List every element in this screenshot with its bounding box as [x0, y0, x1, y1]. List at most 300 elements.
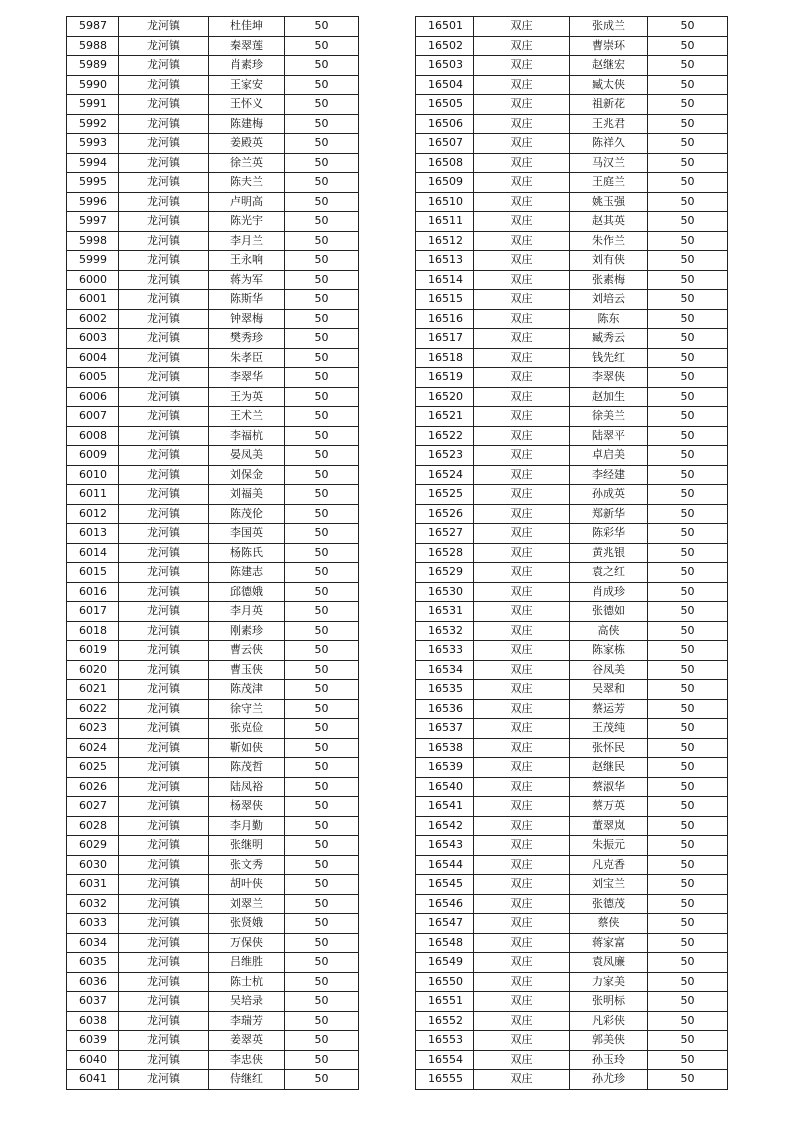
table-row	[67, 1070, 359, 1090]
amount-cell: 50	[285, 563, 359, 583]
amount-cell: 50	[285, 836, 359, 856]
name-cell: 曹崇环	[570, 36, 648, 56]
name-cell: 蔡万英	[570, 797, 648, 817]
name-cell: 陈光宇	[209, 212, 285, 232]
town-cell: 龙河镇	[119, 621, 209, 641]
serial-number-cell: 6033	[67, 914, 119, 934]
town-cell: 龙河镇	[119, 953, 209, 973]
serial-number-cell: 6010	[67, 465, 119, 485]
table-row	[67, 485, 359, 505]
town-cell: 双庄	[474, 660, 570, 680]
table-row	[416, 1031, 728, 1051]
name-cell: 赵加生	[570, 387, 648, 407]
amount-cell: 50	[285, 192, 359, 212]
serial-number-cell: 16512	[416, 231, 474, 251]
name-cell: 陈东	[570, 309, 648, 329]
town-cell: 双庄	[474, 465, 570, 485]
serial-number-cell: 5998	[67, 231, 119, 251]
table-row	[416, 836, 728, 856]
name-cell: 孙成英	[570, 485, 648, 505]
serial-number-cell: 6029	[67, 836, 119, 856]
amount-cell: 50	[285, 251, 359, 271]
table-row	[416, 1050, 728, 1070]
table-row	[67, 56, 359, 76]
amount-cell: 50	[285, 504, 359, 524]
amount-cell: 50	[285, 543, 359, 563]
table-row	[416, 329, 728, 349]
amount-cell: 50	[285, 524, 359, 544]
name-cell: 赵继民	[570, 758, 648, 778]
serial-number-cell: 16527	[416, 524, 474, 544]
table-row	[416, 348, 728, 368]
amount-cell: 50	[285, 855, 359, 875]
amount-cell: 50	[648, 524, 728, 544]
town-cell: 双庄	[474, 270, 570, 290]
table-row	[67, 738, 359, 758]
town-cell: 双庄	[474, 582, 570, 602]
table-row	[67, 1050, 359, 1070]
name-cell: 刘翠兰	[209, 894, 285, 914]
table-row	[416, 680, 728, 700]
table-row	[67, 290, 359, 310]
serial-number-cell: 16504	[416, 75, 474, 95]
town-cell: 龙河镇	[119, 602, 209, 622]
name-cell: 吕维胜	[209, 953, 285, 973]
town-cell: 双庄	[474, 524, 570, 544]
town-cell: 双庄	[474, 816, 570, 836]
amount-cell: 50	[285, 114, 359, 134]
table-row	[67, 582, 359, 602]
amount-cell: 50	[648, 153, 728, 173]
name-cell: 刘有侠	[570, 251, 648, 271]
name-cell: 蒋家富	[570, 933, 648, 953]
serial-number-cell: 5992	[67, 114, 119, 134]
amount-cell: 50	[648, 816, 728, 836]
town-cell: 双庄	[474, 95, 570, 115]
table-row	[67, 446, 359, 466]
town-cell: 龙河镇	[119, 699, 209, 719]
town-cell: 龙河镇	[119, 972, 209, 992]
serial-number-cell: 16501	[416, 17, 474, 37]
serial-number-cell: 6012	[67, 504, 119, 524]
town-cell: 龙河镇	[119, 153, 209, 173]
town-cell: 龙河镇	[119, 251, 209, 271]
table-row	[416, 1011, 728, 1031]
amount-cell: 50	[648, 563, 728, 583]
serial-number-cell: 16525	[416, 485, 474, 505]
amount-cell: 50	[285, 992, 359, 1012]
table-row	[67, 836, 359, 856]
serial-number-cell: 6008	[67, 426, 119, 446]
name-cell: 孙尤珍	[570, 1070, 648, 1090]
table-row	[67, 777, 359, 797]
table-row	[67, 17, 359, 37]
table-row	[67, 699, 359, 719]
table-row	[67, 36, 359, 56]
table-row	[416, 251, 728, 271]
serial-number-cell: 5990	[67, 75, 119, 95]
serial-number-cell: 6032	[67, 894, 119, 914]
serial-number-cell: 16502	[416, 36, 474, 56]
table-row	[67, 368, 359, 388]
serial-number-cell: 16554	[416, 1050, 474, 1070]
table-row	[67, 953, 359, 973]
serial-number-cell: 6028	[67, 816, 119, 836]
town-cell: 双庄	[474, 348, 570, 368]
serial-number-cell: 16555	[416, 1070, 474, 1090]
serial-number-cell: 6013	[67, 524, 119, 544]
amount-cell: 50	[648, 485, 728, 505]
name-cell: 吴培录	[209, 992, 285, 1012]
town-cell: 双庄	[474, 680, 570, 700]
serial-number-cell: 6021	[67, 680, 119, 700]
town-cell: 双庄	[474, 543, 570, 563]
town-cell: 双庄	[474, 699, 570, 719]
table-row	[67, 524, 359, 544]
table-row	[67, 563, 359, 583]
serial-number-cell: 16511	[416, 212, 474, 232]
table-row	[67, 972, 359, 992]
amount-cell: 50	[648, 329, 728, 349]
table-row	[416, 192, 728, 212]
table-row	[67, 114, 359, 134]
serial-number-cell: 16513	[416, 251, 474, 271]
town-cell: 双庄	[474, 563, 570, 583]
table-row	[67, 797, 359, 817]
table-row	[416, 407, 728, 427]
name-cell: 张素梅	[570, 270, 648, 290]
town-cell: 龙河镇	[119, 407, 209, 427]
table-row	[416, 270, 728, 290]
name-cell: 高侠	[570, 621, 648, 641]
serial-number-cell: 6036	[67, 972, 119, 992]
name-cell: 谷凤美	[570, 660, 648, 680]
serial-number-cell: 16549	[416, 953, 474, 973]
name-cell: 卢明高	[209, 192, 285, 212]
serial-number-cell: 16514	[416, 270, 474, 290]
name-cell: 朱孝臣	[209, 348, 285, 368]
table-row	[416, 134, 728, 154]
town-cell: 龙河镇	[119, 368, 209, 388]
town-cell: 双庄	[474, 290, 570, 310]
serial-number-cell: 16542	[416, 816, 474, 836]
table-row	[416, 699, 728, 719]
serial-number-cell: 16537	[416, 719, 474, 739]
name-cell: 凡克香	[570, 855, 648, 875]
town-cell: 龙河镇	[119, 36, 209, 56]
name-cell: 李国英	[209, 524, 285, 544]
amount-cell: 50	[285, 1031, 359, 1051]
name-cell: 徐守兰	[209, 699, 285, 719]
serial-number-cell: 5996	[67, 192, 119, 212]
town-cell: 龙河镇	[119, 855, 209, 875]
amount-cell: 50	[648, 368, 728, 388]
table-row	[416, 75, 728, 95]
name-cell: 陈祥久	[570, 134, 648, 154]
serial-number-cell: 6039	[67, 1031, 119, 1051]
amount-cell: 50	[648, 777, 728, 797]
name-cell: 姚玉强	[570, 192, 648, 212]
name-cell: 陈夫兰	[209, 173, 285, 193]
table-row	[416, 524, 728, 544]
town-cell: 龙河镇	[119, 524, 209, 544]
table-row	[67, 602, 359, 622]
table-row	[416, 36, 728, 56]
town-cell: 双庄	[474, 621, 570, 641]
name-cell: 徐兰英	[209, 153, 285, 173]
town-cell: 龙河镇	[119, 894, 209, 914]
amount-cell: 50	[285, 660, 359, 680]
town-cell: 龙河镇	[119, 173, 209, 193]
serial-number-cell: 16509	[416, 173, 474, 193]
serial-number-cell: 6009	[67, 446, 119, 466]
amount-cell: 50	[648, 251, 728, 271]
town-cell: 双庄	[474, 485, 570, 505]
serial-number-cell: 5999	[67, 251, 119, 271]
name-cell: 陈士杭	[209, 972, 285, 992]
amount-cell: 50	[648, 1070, 728, 1090]
name-cell: 刘宝兰	[570, 875, 648, 895]
town-cell: 双庄	[474, 894, 570, 914]
name-cell: 力家美	[570, 972, 648, 992]
town-cell: 龙河镇	[119, 1050, 209, 1070]
name-cell: 臧秀云	[570, 329, 648, 349]
name-cell: 王永响	[209, 251, 285, 271]
serial-number-cell: 16546	[416, 894, 474, 914]
town-cell: 龙河镇	[119, 777, 209, 797]
right-roster-table	[415, 16, 728, 1090]
name-cell: 王术兰	[209, 407, 285, 427]
table-row	[416, 602, 728, 622]
serial-number-cell: 6016	[67, 582, 119, 602]
table-row	[416, 446, 728, 466]
serial-number-cell: 6030	[67, 855, 119, 875]
amount-cell: 50	[285, 290, 359, 310]
town-cell: 龙河镇	[119, 836, 209, 856]
table-row	[67, 75, 359, 95]
name-cell: 郭美侠	[570, 1031, 648, 1051]
amount-cell: 50	[648, 134, 728, 154]
amount-cell: 50	[285, 894, 359, 914]
name-cell: 王庭兰	[570, 173, 648, 193]
serial-number-cell: 16531	[416, 602, 474, 622]
name-cell: 李月勤	[209, 816, 285, 836]
town-cell: 双庄	[474, 797, 570, 817]
town-cell: 龙河镇	[119, 660, 209, 680]
left-roster-body	[67, 17, 359, 1090]
name-cell: 钱先红	[570, 348, 648, 368]
amount-cell: 50	[285, 914, 359, 934]
amount-cell: 50	[285, 602, 359, 622]
town-cell: 双庄	[474, 1011, 570, 1031]
town-cell: 双庄	[474, 75, 570, 95]
name-cell: 陈茂伦	[209, 504, 285, 524]
serial-number-cell: 6023	[67, 719, 119, 739]
serial-number-cell: 16550	[416, 972, 474, 992]
name-cell: 万保侠	[209, 933, 285, 953]
serial-number-cell: 6037	[67, 992, 119, 1012]
town-cell: 龙河镇	[119, 387, 209, 407]
town-cell: 双庄	[474, 114, 570, 134]
serial-number-cell: 16510	[416, 192, 474, 212]
name-cell: 姜殿英	[209, 134, 285, 154]
serial-number-cell: 6007	[67, 407, 119, 427]
town-cell: 龙河镇	[119, 309, 209, 329]
name-cell: 张德如	[570, 602, 648, 622]
serial-number-cell: 6005	[67, 368, 119, 388]
serial-number-cell: 6027	[67, 797, 119, 817]
table-row	[416, 816, 728, 836]
name-cell: 张德茂	[570, 894, 648, 914]
name-cell: 钟翠梅	[209, 309, 285, 329]
right-roster-body	[416, 17, 728, 1090]
table-row	[67, 855, 359, 875]
serial-number-cell: 6035	[67, 953, 119, 973]
name-cell: 李福杭	[209, 426, 285, 446]
table-row	[416, 543, 728, 563]
name-cell: 蒋为军	[209, 270, 285, 290]
name-cell: 吴翠和	[570, 680, 648, 700]
table-row	[67, 465, 359, 485]
table-row	[67, 212, 359, 232]
table-row	[416, 290, 728, 310]
table-row	[67, 680, 359, 700]
amount-cell: 50	[285, 348, 359, 368]
town-cell: 龙河镇	[119, 485, 209, 505]
name-cell: 曹云侠	[209, 641, 285, 661]
name-cell: 陆翠平	[570, 426, 648, 446]
town-cell: 龙河镇	[119, 758, 209, 778]
amount-cell: 50	[648, 114, 728, 134]
name-cell: 王茂纯	[570, 719, 648, 739]
amount-cell: 50	[648, 855, 728, 875]
amount-cell: 50	[648, 407, 728, 427]
serial-number-cell: 16552	[416, 1011, 474, 1031]
table-row	[416, 894, 728, 914]
serial-number-cell: 6034	[67, 933, 119, 953]
town-cell: 龙河镇	[119, 504, 209, 524]
name-cell: 徐美兰	[570, 407, 648, 427]
name-cell: 陆凤裕	[209, 777, 285, 797]
table-row	[67, 407, 359, 427]
amount-cell: 50	[285, 153, 359, 173]
serial-number-cell: 16507	[416, 134, 474, 154]
name-cell: 朱振元	[570, 836, 648, 856]
town-cell: 双庄	[474, 738, 570, 758]
amount-cell: 50	[285, 582, 359, 602]
town-cell: 龙河镇	[119, 992, 209, 1012]
table-row	[67, 894, 359, 914]
table-row	[67, 134, 359, 154]
table-row	[416, 368, 728, 388]
serial-number-cell: 6022	[67, 699, 119, 719]
amount-cell: 50	[285, 75, 359, 95]
town-cell: 龙河镇	[119, 17, 209, 37]
serial-number-cell: 5993	[67, 134, 119, 154]
serial-number-cell: 16540	[416, 777, 474, 797]
name-cell: 刘保金	[209, 465, 285, 485]
serial-number-cell: 16545	[416, 875, 474, 895]
name-cell: 赵其英	[570, 212, 648, 232]
table-row	[416, 641, 728, 661]
table-row	[67, 153, 359, 173]
town-cell: 双庄	[474, 504, 570, 524]
town-cell: 双庄	[474, 368, 570, 388]
name-cell: 侍继红	[209, 1070, 285, 1090]
table-row	[416, 563, 728, 583]
town-cell: 双庄	[474, 758, 570, 778]
table-row	[416, 173, 728, 193]
serial-number-cell: 6024	[67, 738, 119, 758]
serial-number-cell: 5989	[67, 56, 119, 76]
town-cell: 龙河镇	[119, 426, 209, 446]
amount-cell: 50	[648, 446, 728, 466]
amount-cell: 50	[285, 95, 359, 115]
table-row	[67, 504, 359, 524]
name-cell: 杜佳坤	[209, 17, 285, 37]
town-cell: 双庄	[474, 641, 570, 661]
name-cell: 曹玉侠	[209, 660, 285, 680]
serial-number-cell: 16529	[416, 563, 474, 583]
amount-cell: 50	[648, 660, 728, 680]
name-cell: 张明标	[570, 992, 648, 1012]
serial-number-cell: 16533	[416, 641, 474, 661]
name-cell: 张文秀	[209, 855, 285, 875]
table-row	[67, 641, 359, 661]
amount-cell: 50	[648, 1050, 728, 1070]
town-cell: 龙河镇	[119, 641, 209, 661]
amount-cell: 50	[285, 680, 359, 700]
serial-number-cell: 6003	[67, 329, 119, 349]
table-row	[416, 485, 728, 505]
amount-cell: 50	[285, 56, 359, 76]
town-cell: 龙河镇	[119, 290, 209, 310]
town-cell: 双庄	[474, 933, 570, 953]
amount-cell: 50	[648, 270, 728, 290]
amount-cell: 50	[648, 621, 728, 641]
serial-number-cell: 16521	[416, 407, 474, 427]
name-cell: 刘培云	[570, 290, 648, 310]
amount-cell: 50	[648, 836, 728, 856]
serial-number-cell: 6025	[67, 758, 119, 778]
amount-cell: 50	[285, 758, 359, 778]
name-cell: 陈斯华	[209, 290, 285, 310]
town-cell: 龙河镇	[119, 797, 209, 817]
town-cell: 龙河镇	[119, 543, 209, 563]
town-cell: 龙河镇	[119, 914, 209, 934]
table-row	[416, 56, 728, 76]
amount-cell: 50	[285, 173, 359, 193]
amount-cell: 50	[648, 972, 728, 992]
table-row	[67, 231, 359, 251]
table-row	[416, 797, 728, 817]
serial-number-cell: 16505	[416, 95, 474, 115]
serial-number-cell: 16522	[416, 426, 474, 446]
amount-cell: 50	[648, 17, 728, 37]
table-row	[416, 972, 728, 992]
amount-cell: 50	[648, 602, 728, 622]
town-cell: 龙河镇	[119, 719, 209, 739]
table-row	[416, 660, 728, 680]
table-row	[416, 1070, 728, 1090]
name-cell: 李月兰	[209, 231, 285, 251]
amount-cell: 50	[285, 933, 359, 953]
serial-number-cell: 6015	[67, 563, 119, 583]
amount-cell: 50	[648, 192, 728, 212]
name-cell: 蔡淑华	[570, 777, 648, 797]
town-cell: 龙河镇	[119, 56, 209, 76]
town-cell: 龙河镇	[119, 1070, 209, 1090]
